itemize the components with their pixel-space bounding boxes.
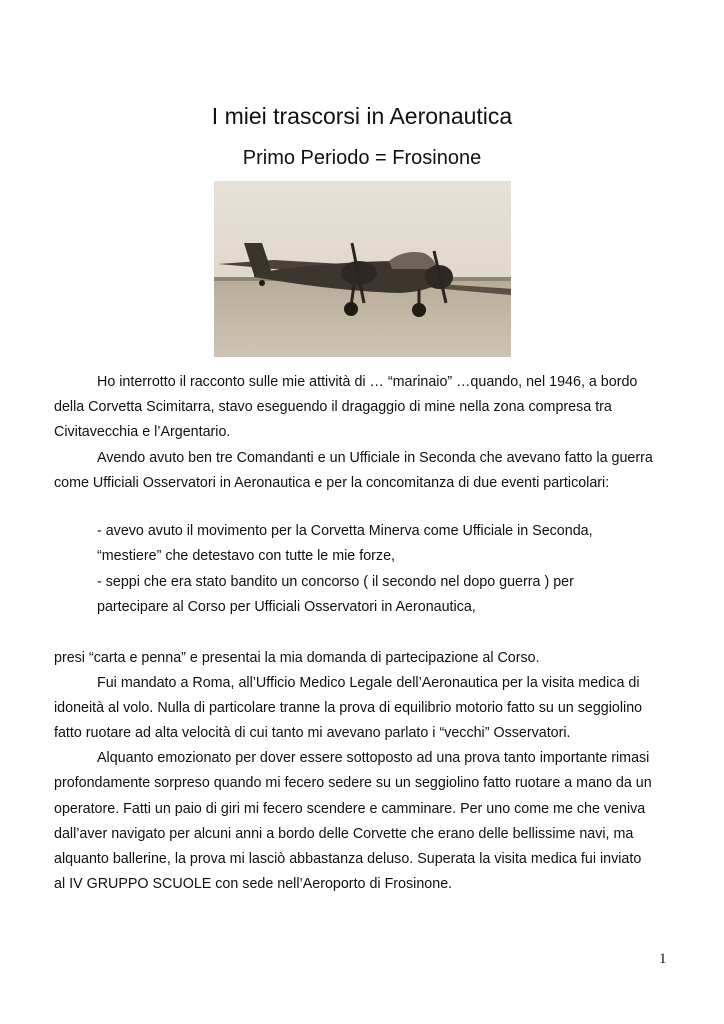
paragraph-5-line-4: dall’aver navigato per alcuni anni a bordo delle Corvette che erano delle bellissime navi, ma — [54, 826, 634, 842]
paragraph-5-line-6: al IV GRUPPO SCUOLE con sede nell’Aeroporto di Frosinone. — [54, 876, 453, 892]
paragraph-1-line-1: Ho interrotto il racconto sulle mie attività di … “marinaio” …quando, nel 1946, a bordo — [97, 374, 638, 390]
paragraph-5-line-2: profondamente sorpreso quando mi fecero sedere su un seggiolino fatto ruotare a mano da un — [54, 775, 652, 791]
paragraph-2-line-2: come Ufficiali Osservatori in Aeronautica e per la concomitanza di due eventi particolari: — [54, 475, 610, 491]
list-item-1-line-1: - avevo avuto il movimento per la Corvetta Minerva come Ufficiale in Seconda, — [97, 523, 593, 539]
airplane-photo — [214, 181, 511, 357]
paragraph-4-line-1: Fui mandato a Roma, all’Ufficio Medico Legale dell’Aeronautica per la visita medica di — [97, 675, 640, 691]
paragraph-5-line-3: operatore. Fatti un paio di giri mi fecero scendere e camminare. Per uno come me che veniva — [54, 801, 646, 817]
list-item-2-line-1: - seppi che era stato bandito un concorso ( il secondo nel dopo guerra ) per — [97, 574, 574, 590]
paragraph-4-line-2: idoneità al volo. Nulla di particolare tranne la prova di equilibrio motorio fatto su un seggiolino — [54, 700, 643, 716]
paragraph-2-line-1: Avendo avuto ben tre Comandanti e un Ufficiale in Seconda che avevano fatto la guerra — [97, 450, 653, 466]
paragraph-3-line-1: presi “carta e penna” e presentai la mia domanda di partecipazione al Corso. — [54, 650, 540, 666]
paragraph-5-line-1: Alquanto emozionato per dover essere sottoposto ad una prova tanto importante rimasi — [97, 750, 650, 766]
document-title: I miei trascorsi in Aeronautica — [211, 103, 513, 129]
paragraph-1-line-2: della Corvetta Scimitarra, stavo eseguendo il dragaggio di mine nella zona compresa tra — [54, 399, 612, 415]
list-item-1-line-2: “mestiere” che detestavo con tutte le mie forze, — [97, 548, 395, 564]
page-number: 1 — [659, 951, 667, 967]
paragraph-4-line-3: fatto ruotare ad alta velocità di cui tanto mi avevano parlato i “vecchi” Osservatori. — [54, 725, 571, 741]
paragraph-1-line-3: Civitavecchia e l’Argentario. — [54, 424, 231, 440]
paragraph-5-line-5: alquanto ballerine, la prova mi lasciò abbastanza deluso. Superata la visita medica fui inviato — [54, 851, 642, 867]
document-subtitle: Primo Periodo = Frosinone — [242, 147, 482, 169]
list-item-2-line-2: partecipare al Corso per Ufficiali Osservatori in Aeronautica, — [97, 599, 476, 615]
